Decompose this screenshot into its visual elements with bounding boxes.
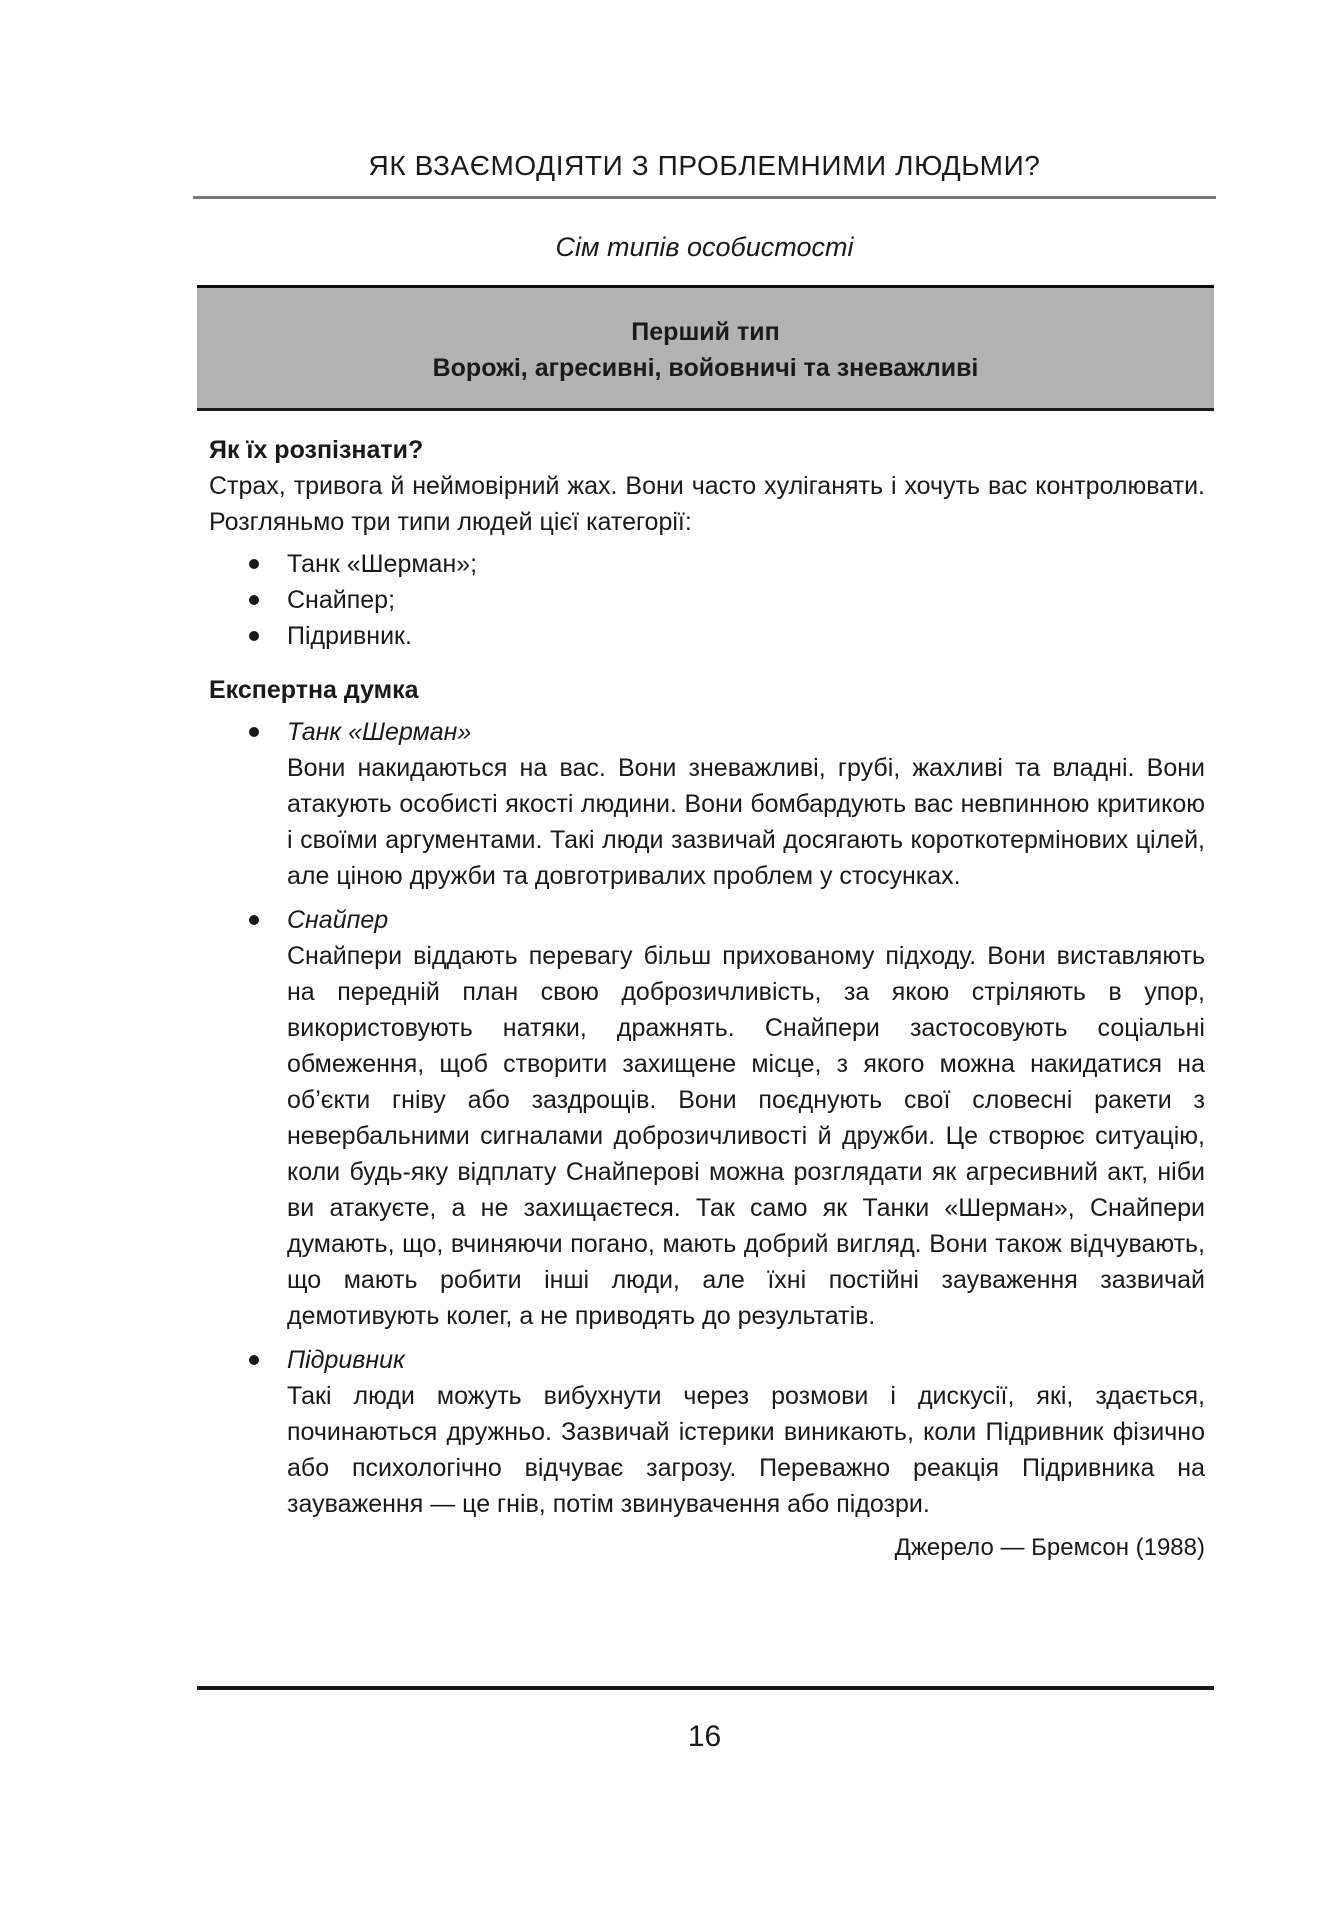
section-subtitle: Сім типів особистості xyxy=(555,232,854,262)
expert-item xyxy=(209,902,1205,1334)
type-header-box xyxy=(197,285,1214,411)
expert-item-title: Танк «Шерман» xyxy=(287,718,472,746)
type-number: Перший тип xyxy=(631,318,780,346)
footer-divider xyxy=(197,1686,1214,1690)
expert-item-text: Такі люди можуть вибухнути через розмови і дискусії, які, здається, починаються дружньо. Зазвичай істерики виникають, коли Підривник фізично або психологічно відчуває загрозу. Переважно реакція Підривника на зауваження — це гнів, потім звинувачення або підозри. xyxy=(287,1382,1205,1518)
expert-item xyxy=(209,714,1205,894)
list-item: Танк «Шерман»; xyxy=(209,546,1205,582)
list-item: Снайпер; xyxy=(209,582,1205,618)
bullet-icon xyxy=(249,727,259,737)
recognize-heading: Як їх розпізнати? xyxy=(209,436,424,464)
header-divider xyxy=(193,196,1216,199)
bullet-icon xyxy=(249,631,259,641)
expert-heading: Експертна думка xyxy=(209,676,419,704)
expert-item-text: Вони накидаються на вас. Вони зневажливі, грубі, жахливі та владні. Вони атакують особисті якості людини. Вони бомбардують вас невпинною критикою і своїми аргументами. Такі люди зазвичай досягають короткотермінових цілей, але ціною дружби та довготривалих проблем у стосунках. xyxy=(287,754,1205,890)
bullet-icon xyxy=(249,1355,259,1365)
source-citation: Джерело — Бремсон (1988) xyxy=(894,1534,1205,1561)
bullet-icon xyxy=(249,559,259,569)
expert-item xyxy=(209,1342,1205,1522)
recognize-text: Страх, тривога й неймовірний жах. Вони часто хуліганять і хочуть вас контролювати. Розгляньмо три типи людей цієї категорії: xyxy=(209,472,1205,536)
expert-item-title: Підривник xyxy=(287,1346,405,1374)
bullet-icon xyxy=(249,915,259,925)
page-content xyxy=(209,432,1205,1566)
bullet-icon xyxy=(249,595,259,605)
expert-list xyxy=(209,714,1205,1522)
expert-item-text: Снайпери віддають перевагу більш прихованому підходу. Вони виставляють на передній план свою доброзичливість, за якою стріляють в упор, використовують натяки, дражнять. Снайпери застосовують соціальні обмеження, щоб створити захищене місце, з якого можна накидатися на об’єкти гніву або заздрощів. Вони поєднують свої словесні ракети з невербальними сигналами доброзичливості й дружби. Це створює ситуацію, коли будь-яку відплату Снайперові можна розглядати як агресивний акт, ніби ви атакуєте, а не захищаєтеся. Так само як Танки «Шерман», Снайпери думають, що, вчиняючи погано, мають добрий вигляд. Вони також відчувають, що мають робити інші люди, але їхні постійні зауваження зазвичай демотивують колег, а не приводять до результатів. xyxy=(287,942,1205,1330)
expert-item-title: Снайпер xyxy=(287,906,389,934)
type-list xyxy=(209,546,1205,654)
type-description: Ворожі, агресивні, войовничі та зневажливі xyxy=(432,354,979,382)
list-item: Підривник. xyxy=(209,618,1205,654)
page-number: 16 xyxy=(687,1720,722,1753)
running-head: ЯК ВЗАЄМОДІЯТИ З ПРОБЛЕМНИМИ ЛЮДЬМИ? xyxy=(368,150,1041,181)
